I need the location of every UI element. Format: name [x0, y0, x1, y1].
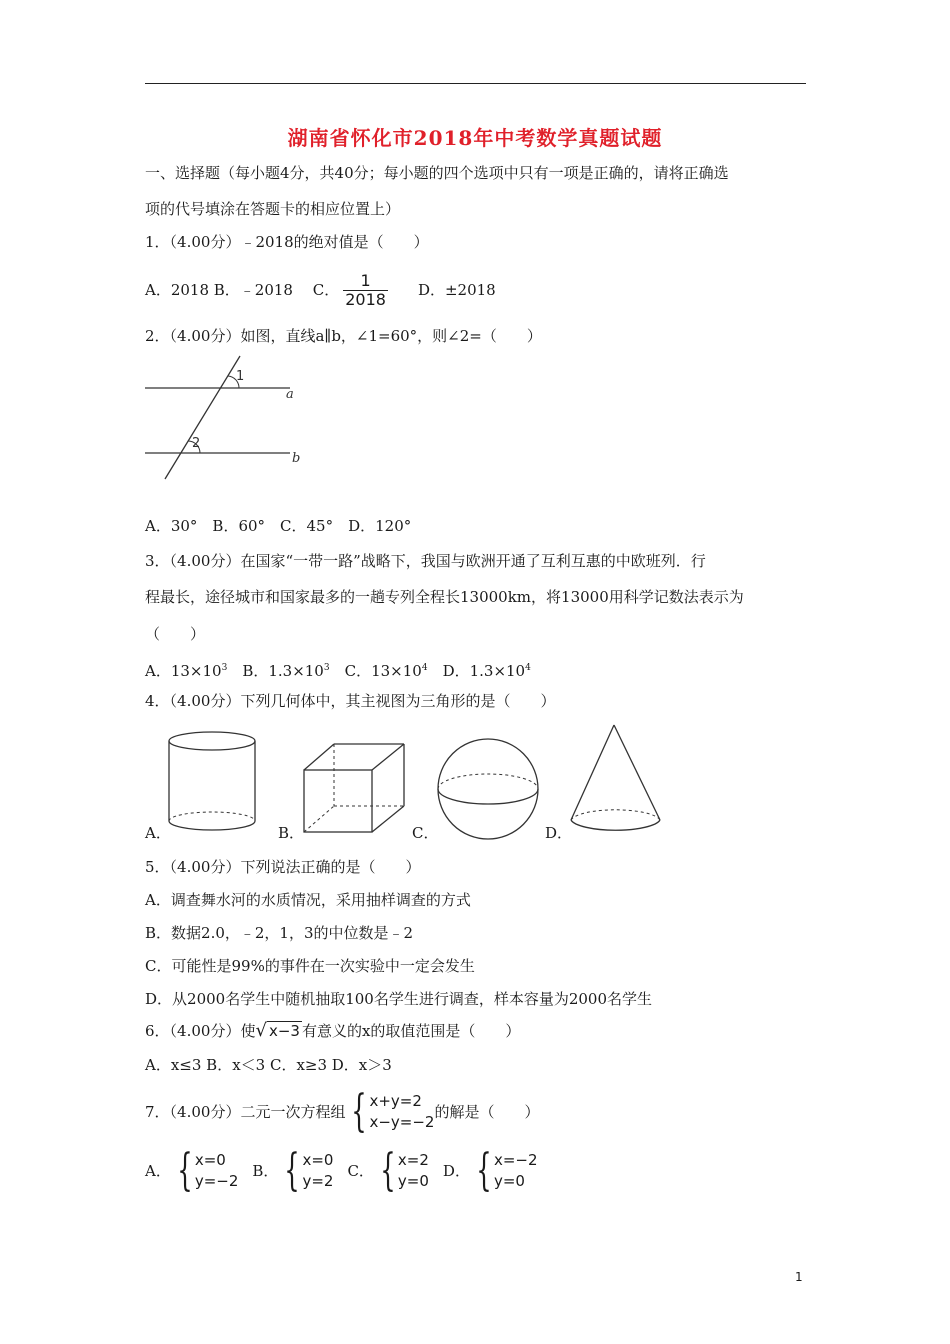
left-brace-icon: {	[476, 1145, 492, 1196]
q7-option-a-label: A．	[145, 1162, 171, 1180]
q5-option-d: D．从2000名学生中随机抽取100名学生进行调查，样本容量为2000名学生	[145, 990, 653, 1008]
q1-fraction	[343, 272, 388, 309]
q7-option-c-x: x=2	[397, 1151, 429, 1169]
q7-stem-suffix: 的解是（ ）	[434, 1103, 540, 1121]
q1-option-d: D．±2018	[417, 281, 496, 299]
left-brace-icon: {	[284, 1145, 301, 1196]
q7-equation-system	[345, 1086, 435, 1137]
q7-option-b-label: B．	[252, 1162, 279, 1180]
q3-stem-line2: 程最长，途径城市和国家最多的一趟专列全程长13000km，将13000用科学记数法表示为	[145, 588, 744, 606]
q4-label-b: B．	[278, 824, 305, 842]
q7-option-b-y: y=2	[302, 1172, 334, 1190]
q3-stem-line3: （ ）	[145, 625, 206, 643]
q7-equation-1: x+y=2	[369, 1092, 422, 1110]
transversal-line	[165, 356, 240, 479]
q3-option-b-exponent: 3	[323, 663, 330, 673]
q5-option-c: C．可能性是99%的事件在一次实验中一定会发生	[145, 957, 475, 975]
q7-stem-prefix: 7．（4.00分）二元一次方程组	[145, 1103, 346, 1121]
angle-1-label: 1	[236, 369, 245, 384]
cylinder-figure	[163, 727, 261, 839]
q7-option-d-x: x=−2	[493, 1151, 538, 1169]
q7-option-c-label: C．	[347, 1162, 374, 1180]
left-brace-icon: {	[351, 1086, 368, 1137]
section-instructions-line1: 一、选择题（每小题4分，共40分；每小题的四个选项中只有一项是正确的，请将正确选	[145, 164, 729, 182]
q6-stem	[145, 1019, 520, 1043]
radical-sign-icon: √	[255, 1020, 267, 1041]
q4-label-c: C．	[412, 824, 439, 842]
page-number: 1	[795, 1270, 803, 1284]
page-title: 湖南省怀化市2018年中考数学真题试题	[287, 126, 663, 150]
header-rule	[145, 83, 806, 84]
line-b-label: b	[292, 451, 301, 466]
q6-stem-suffix: 有意义的x的取值范围是（ ）	[301, 1022, 521, 1040]
cube-figure	[300, 740, 410, 836]
cone-figure	[566, 722, 666, 840]
sphere-figure	[433, 734, 543, 844]
angle-2-label: 2	[192, 436, 201, 451]
q3-option-c: C．13×10	[329, 662, 422, 680]
q3-option-a-exponent: 3	[221, 663, 228, 673]
q6-square-root	[255, 1021, 301, 1041]
q6-radicand: x−3	[268, 1022, 300, 1040]
q1-fraction-numerator: 1	[360, 270, 371, 290]
q7-equation-2: x−y=−2	[369, 1113, 435, 1131]
q4-label-a: A．	[145, 824, 171, 842]
q3-stem-line1: 3．（4.00分）在国家“一带一路”战略下，我国与欧洲开通了互利互惠的中欧班列．行	[145, 552, 706, 570]
q4-stem: 4．（4.00分）下列几何体中，其主视图为三角形的是（ ）	[145, 692, 556, 710]
q2-stem: 2．（4.00分）如图，直线a∥b，∠1=60°，则∠2=（ ）	[145, 327, 542, 345]
q1-options	[145, 270, 496, 310]
q7-option-c-y: y=0	[397, 1172, 429, 1190]
q4-label-d: D．	[545, 824, 573, 842]
q7-stem	[145, 1086, 540, 1137]
q5-option-b: B．数据2.0，﹣2，1，3的中位数是﹣2	[145, 924, 414, 942]
left-brace-icon: {	[380, 1145, 396, 1196]
q1-options-ac: A．2018 B．﹣2018 C．	[145, 281, 340, 299]
q3-options	[145, 658, 531, 681]
q2-parallel-lines-figure	[140, 352, 315, 484]
section-instructions-line2: 项的代号填涂在答题卡的相应位置上）	[145, 200, 401, 218]
q7-option-c-system	[374, 1145, 429, 1196]
q6-stem-prefix: 6．（4.00分）使	[145, 1022, 256, 1040]
q5-option-a: A．调查舞水河的水质情况，采用抽样调查的方式	[145, 891, 471, 909]
q7-options	[145, 1145, 538, 1196]
q3-option-d: D．1.3×10	[427, 662, 526, 680]
q7-option-b-x: x=0	[302, 1151, 334, 1169]
q7-option-b-system	[278, 1145, 334, 1196]
q7-option-d-label: D．	[442, 1162, 470, 1180]
q7-option-d-y: y=0	[493, 1172, 525, 1190]
q3-option-c-exponent: 4	[421, 663, 428, 673]
q2-options: A．30° B．60° C．45° D．120°	[145, 517, 412, 535]
q7-option-a-system	[171, 1145, 239, 1196]
q6-options: A．x≤3 B．x＜3 C．x≥3 D．x＞3	[145, 1056, 392, 1074]
line-a-label: a	[286, 387, 294, 402]
q7-option-a-y: y=−2	[194, 1172, 239, 1190]
left-brace-icon: {	[177, 1145, 193, 1196]
q3-option-d-exponent: 4	[525, 663, 531, 673]
q3-option-b: B．1.3×10	[227, 662, 324, 680]
q1-fraction-denominator: 2018	[345, 289, 386, 309]
q3-option-a: A．13×10	[145, 662, 222, 680]
q7-option-a-x: x=0	[194, 1151, 226, 1169]
q7-option-d-system	[470, 1145, 538, 1196]
q5-stem: 5．（4.00分）下列说法正确的是（ ）	[145, 858, 421, 876]
q1-stem: 1．（4.00分）﹣2018的绝对值是（ ）	[145, 233, 429, 251]
